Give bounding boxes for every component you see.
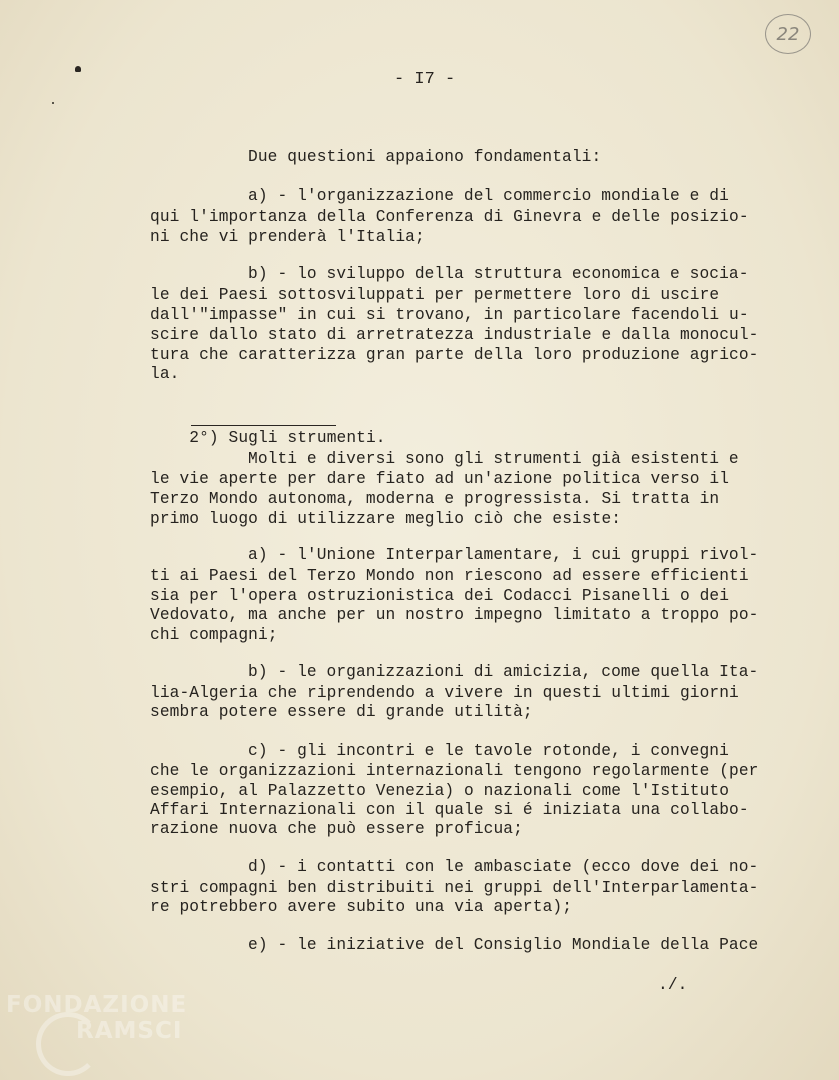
- heading-number: 2°): [189, 429, 219, 447]
- heading-period: .: [375, 429, 386, 447]
- item-d-line: re potrebbero avere subito una via aperta);: [150, 898, 573, 916]
- paragraph-line: Terzo Mondo autonoma, moderna e progressista. Si tratta in: [150, 490, 720, 508]
- item-b-line: lia-Algeria che riprendendo a vivere in questi ultimi giorni: [150, 684, 739, 702]
- item-a-line: a) - l'Unione Interparlamentare, i cui gruppi rivol-: [248, 546, 759, 564]
- watermark-g-icon: [36, 1012, 100, 1076]
- point-b-line: scire dallo stato di arretratezza industriale e dalla monocul-: [150, 326, 759, 344]
- item-d-line: d) - i contatti con le ambasciate (ecco dove dei no-: [248, 858, 759, 876]
- item-e-line: e) - le iniziative del Consiglio Mondiale della Pace: [248, 936, 759, 954]
- ink-mark: [75, 66, 81, 72]
- item-b-line: sembra potere essere di grande utilità;: [150, 703, 533, 721]
- item-c-line: Affari Internazionali con il quale si é iniziata una collabo-: [150, 801, 749, 819]
- item-a-line: Vedovato, ma anche per un nostro impegno limitato a troppo po-: [150, 606, 759, 624]
- paragraph-line: Molti e diversi sono gli strumenti già esistenti e: [248, 450, 739, 468]
- item-c-line: esempio, al Palazzetto Venezia) o nazionali come l'Istituto: [150, 782, 730, 800]
- item-a-line: sia per l'opera ostruzionistica dei Codacci Pisanelli o dei: [150, 587, 730, 605]
- page-number: - I7 -: [394, 70, 456, 89]
- watermark-line2: RAMSCI: [76, 1018, 183, 1044]
- point-a-line: qui l'importanza della Conferenza di Ginevra e delle posizio-: [150, 208, 749, 226]
- item-c-line: c) - gli incontri e le tavole rotonde, i convegni: [248, 742, 729, 760]
- point-a-line: a) - l'organizzazione del commercio mondiale e di: [248, 187, 729, 205]
- paragraph-line: le vie aperte per dare fiato ad un'azione politica verso il: [150, 470, 730, 488]
- item-c-line: razione nuova che può essere proficua;: [150, 820, 523, 838]
- point-b-line: dall'"impasse" in cui si trovano, in particolare facendoli u-: [150, 306, 749, 324]
- heading-underline: [191, 425, 336, 426]
- point-a-line: ni che vi prenderà l'Italia;: [150, 228, 425, 246]
- item-c-line: che le organizzazioni internazionali tengono regolarmente (per: [150, 762, 759, 780]
- paragraph-line: primo luogo di utilizzare meglio ciò che esiste:: [150, 510, 622, 528]
- heading-title: Sugli strumenti: [228, 429, 376, 447]
- point-b-line: tura che caratterizza gran parte della loro produzione agrico-: [150, 346, 759, 364]
- point-b-line: le dei Paesi sottosviluppati per permettere loro di uscire: [150, 286, 720, 304]
- continuation-mark: ./.: [658, 976, 688, 994]
- foundation-watermark: [6, 992, 187, 1044]
- archive-stamp: 22: [765, 14, 811, 54]
- point-b-line: b) - lo sviluppo della struttura economica e socia-: [248, 265, 749, 283]
- intro-line: Due questioni appaiono fondamentali:: [248, 148, 602, 166]
- item-b-line: b) - le organizzazioni di amicizia, come quella Ita-: [248, 663, 759, 681]
- item-d-line: stri compagni ben distribuiti nei gruppi dell'Interparlamenta-: [150, 879, 759, 897]
- item-a-line: chi compagni;: [150, 626, 278, 644]
- watermark-line1: FONDAZIONE: [6, 992, 188, 1018]
- point-b-line: la.: [150, 365, 180, 383]
- item-a-line: ti ai Paesi del Terzo Mondo non riescono ad essere efficienti: [150, 567, 749, 585]
- ink-dot: [52, 102, 54, 104]
